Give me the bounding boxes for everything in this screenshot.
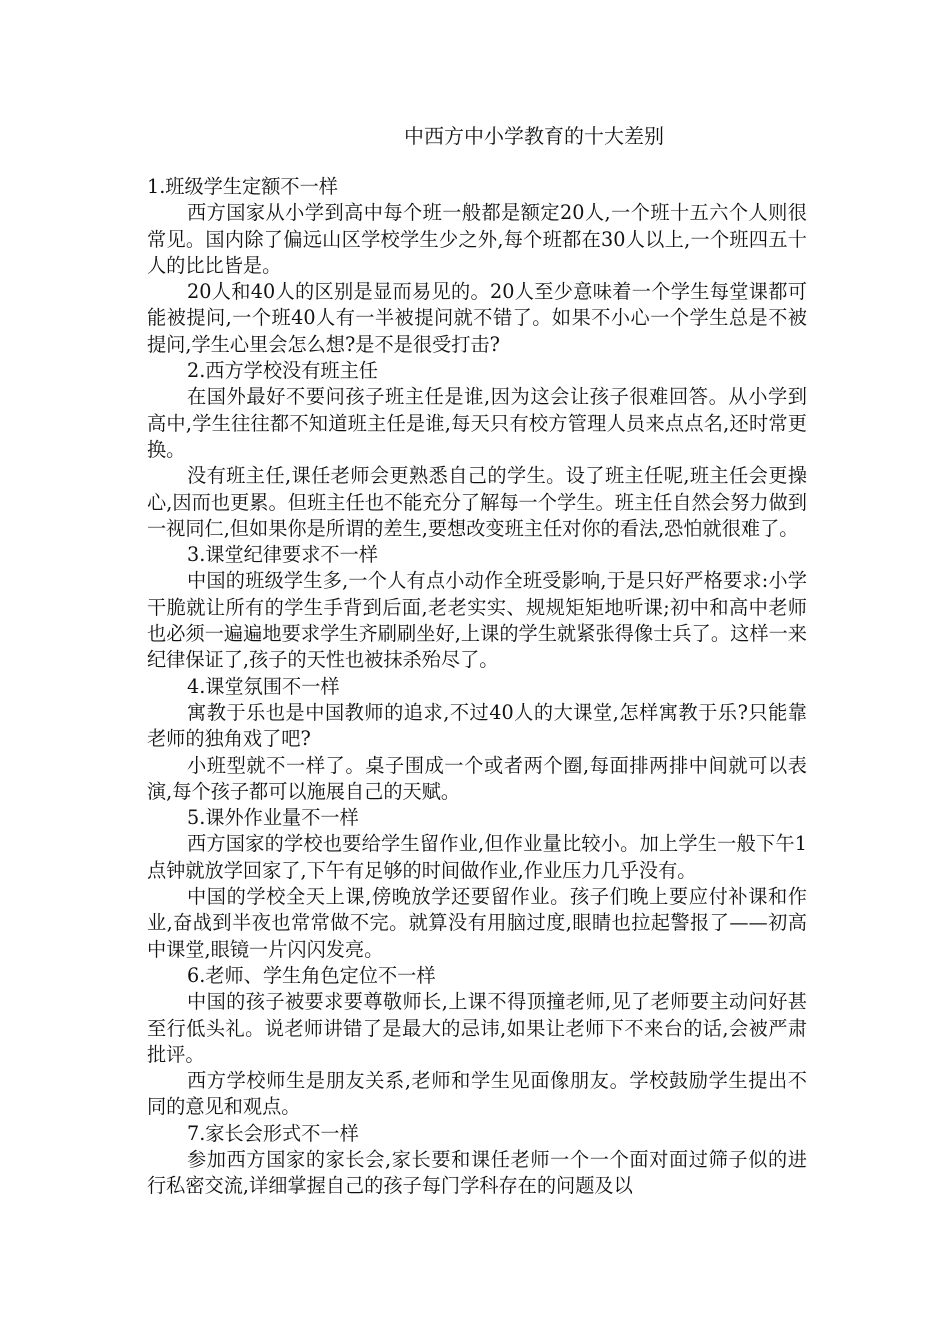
paragraph: 寓教于乐也是中国教师的追求,不过40人的大课堂,怎样寓教于乐?只能靠老师的独角戏了吧?: [147, 700, 807, 751]
paragraph: 1.班级学生定额不一样: [147, 175, 338, 198]
paragraph: 西方国家的学校也要给学生留作业,但作业量比较小。加上学生一般下午1点钟就放学回家了,下午有足够的时间做作业,作业压力几乎没有。: [147, 832, 807, 882]
document-body: [147, 174, 807, 1200]
paragraph: 没有班主任,课任老师会更熟悉自己的学生。设了班主任呢,班主任会更操心,因而也更累。但班主任也不能充分了解每一个学生。班主任自然会努力做到一视同仁,但如果你是所谓的差生,要想改变班主任对你的看法,恐怕就很难了。: [147, 464, 807, 540]
paragraph: 中国的学校全天上课,傍晚放学还要留作业。孩子们晚上要应付补课和作业,奋战到半夜也常常做不完。就算没有用脑过度,眼睛也拉起警报了——初高中课堂,眼镜一片闪闪发亮。: [147, 885, 807, 961]
paragraph: 中国的孩子被要求要尊敬师长,上课不得顶撞老师,见了老师要主动问好甚至行低头礼。说老师讲错了是最大的忌讳,如果让老师下不来台的话,会被严肃批评。: [147, 990, 807, 1066]
paragraph: 3.课堂纪律要求不一样: [187, 543, 378, 567]
paragraph: 小班型就不一样了。桌子围成一个或者两个圈,每面排两排中间就可以表演,每个孩子都可以施展自己的天赋。: [147, 753, 807, 803]
paragraph: 6.老师、学生角色定位不一样: [187, 963, 436, 987]
paragraph: 在国外最好不要问孩子班主任是谁,因为这会让孩子很难回答。从小学到高中,学生往往都不知道班主任是谁,每天只有校方管理人员来点点名,还时常更换。: [147, 385, 807, 461]
paragraph: 参加西方国家的家长会,家长要和课任老师一个一个面对面过筛子似的进行私密交流,详细掌握自己的孩子每门学科存在的问题及以: [147, 1147, 807, 1198]
paragraph: 2.西方学校没有班主任: [187, 359, 378, 383]
paragraph: 5.课外作业量不一样: [187, 806, 359, 830]
paragraph: 20人和40人的区别是显而易见的。20人至少意味着一个学生每堂课都可能被提问,一个班40人有一半被提问就不错了。如果不小心一个学生总是不被提问,学生心里会怎么想?是不是很受打击?: [147, 280, 807, 356]
paragraph: 4.课堂氛围不一样: [187, 674, 340, 698]
paragraph: 西方学校师生是朋友关系,老师和学生见面像朋友。学校鼓励学生提出不同的意见和观点。: [147, 1069, 807, 1119]
paragraph: 中国的班级学生多,一个人有点小动作全班受影响,于是只好严格要求:小学干脆就让所有的学生手背到后面,老老实实、规规矩矩地听课;初中和高中老师也必须一遍遍地要求学生齐刷刷坐好,上课的学生就紧张得像士兵了。这样一来纪律保证了,孩子的天性也被抹杀殆尽了。: [147, 569, 807, 672]
paragraph: 7.家长会形式不一样: [187, 1121, 359, 1145]
document-title: 中西方中小学教育的十大差别: [404, 124, 664, 148]
paragraph: 西方国家从小学到高中每个班一般都是额定20人,一个班十五六个人则很常见。国内除了偏远山区学校学生少之外,每个班都在30人以上,一个班四五十人的比比皆是。: [147, 201, 807, 277]
